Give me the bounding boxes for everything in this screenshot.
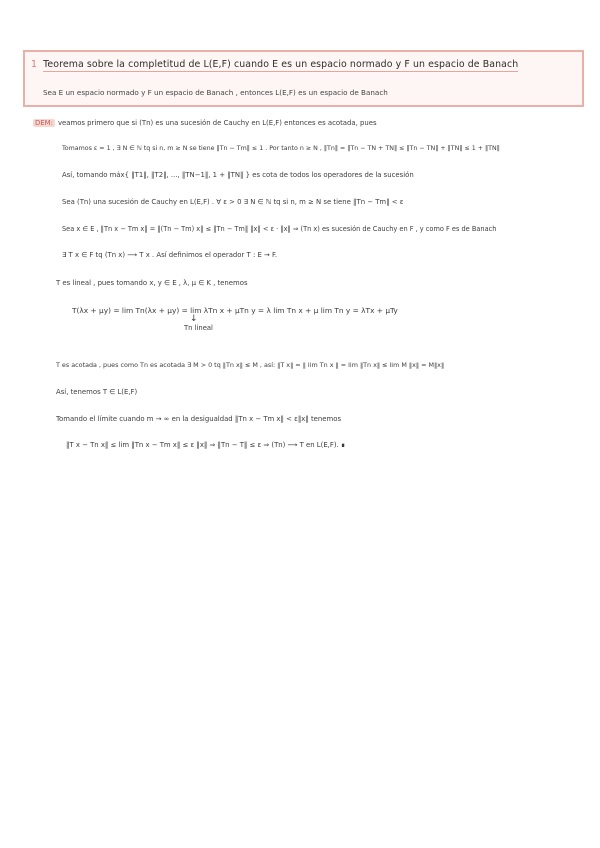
final-formula: ‖T x − Tn x‖ ≤ lim ‖Tn x − Tm x‖ ≤ ε ‖x‖ ⇒ ‖Tn − T‖ ≤ ε ⇒ (Tn) ⟶ T en L(E,F). ∎ — [66, 441, 346, 449]
proof-line-4: Sea (Tn) una sucesión de Cauchy en L(E,F) . ∀ ε > 0 ∃ N ∈ ℕ tq si n, m ≥ N se tiene ‖Tn − Tm‖ < ε — [62, 198, 404, 206]
theorem-title-text: Teorema sobre la completitud de L(E,F) cuando E es un espacio normado y F un espacio de Banach — [43, 59, 519, 70]
proof-line-9: Así, tenemos T ∈ L(E,F) — [56, 388, 138, 396]
proof-line-6: ∃ T x ∈ F tq (Tn x) ⟶ T x . Así definimos el operador T : E → F. — [62, 251, 278, 259]
proof-line-8: T es acotada , pues como Tn es acotada ∃ M > 0 tq ‖Tn x‖ ≤ M , así: ‖T x‖ = ‖ lim Tn x ‖ = lim ‖Tn x‖ ≤ lim M ‖x‖ = M‖x‖ — [56, 361, 445, 369]
proof-line-2: Tomamos ε = 1 , ∃ N ∈ ℕ tq si n, m ≥ N se tiene ‖Tn − Tm‖ ≤ 1 . Por tanto n ≥ N , ‖Tn‖ = ‖Tn − TN + TN‖ ≤ ‖Tn − TN‖ + ‖TN‖ ≤ 1 + ‖TN‖ — [62, 145, 500, 152]
proof-line-3: Así, tomando máx{ ‖T1‖, ‖T2‖, ..., ‖TN−1‖, 1 + ‖TN‖ } es cota de todos los operadores de la sucesión — [62, 171, 414, 179]
linearity-formula: T(λx + μy) = lim Tn(λx + μy) = lim λTn x + μTn y = λ lim Tn x + μ lim Tn y = λTx + μTy — [72, 306, 398, 315]
theorem-statement: Sea E un espacio normado y F un espacio de Banach , entonces L(E,F) es un espacio de Banach — [43, 88, 388, 97]
proof-line-10: Tomando el límite cuando m → ∞ en la desigualdad ‖Tn x − Tm x‖ < ε‖x‖ tenemos — [56, 415, 342, 423]
proof-line-7: T es lineal , pues tomando x, y ∈ E , λ, μ ∈ K , tenemos — [56, 279, 248, 287]
theorem-box — [23, 50, 584, 107]
theorem-title — [31, 59, 576, 77]
proof-line-1 — [33, 119, 377, 127]
linearity-note: Tn lineal — [184, 324, 213, 332]
down-arrow-icon: ↓ — [190, 314, 198, 324]
proof-label: DEM: — [35, 119, 53, 127]
proof-line-1-text: veamos primero que si (Tn) es una sucesión de Cauchy en L(E,F) entonces es acotada, pues — [57, 119, 377, 127]
proof-line-5: Sea x ∈ E , ‖Tn x − Tm x‖ = ‖(Tn − Tm) x‖ ≤ ‖Tn − Tm‖ ‖x‖ < ε · ‖x‖ ⇒ (Tn x) es sucesión de Cauchy en F , y como F es de Banach — [62, 225, 497, 233]
theorem-number: 1 — [31, 59, 38, 70]
